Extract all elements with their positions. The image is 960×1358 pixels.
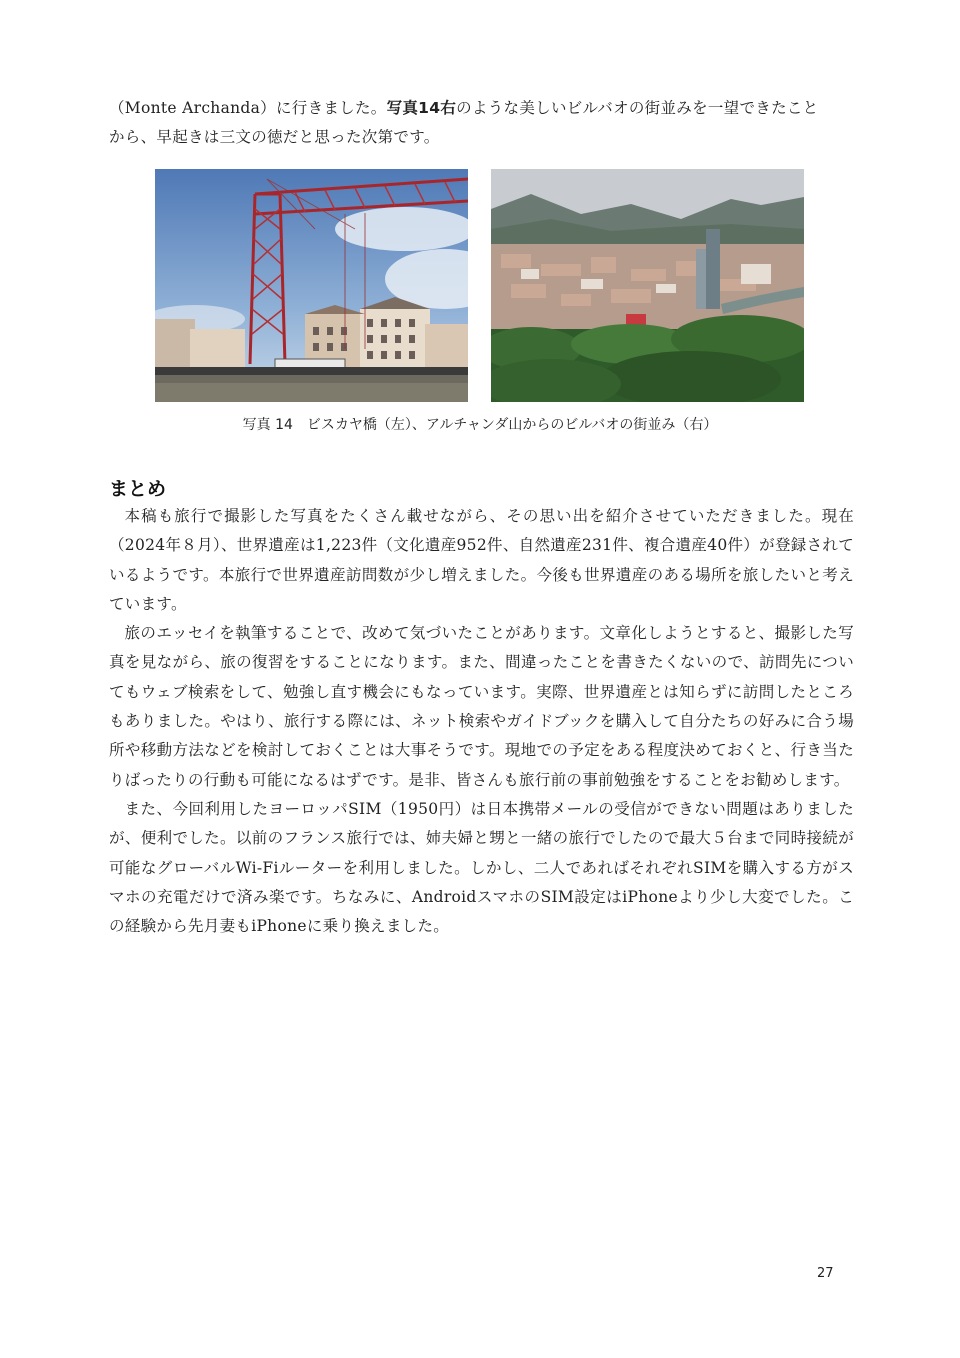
body-paragraph-1: 本稿も旅行で撮影した写真をたくさん載せながら、その思い出を紹介させていただきました。現在（2024年８月）、世界遺産は1,223件（文化遺産952件、自然遺産231件、複合遺産40件）が登録されているようです。本旅行で世界遺産訪問数が少し増えました。今後も世界遺産のある場所を旅したいと考えています。 [109, 507, 854, 613]
figure-caption: 写真 14 ビスカヤ橋（左）、アルチャンダ山からのビルバオの街並み（右） [242, 417, 718, 433]
intro-line-2: から、早起きは三文の徳だと思った次第です。 [109, 128, 440, 147]
photo-figure [155, 169, 805, 403]
cityscape-image [491, 169, 804, 402]
section-heading: まとめ [109, 478, 167, 500]
bridge-image [155, 169, 468, 402]
intro-paragraph [109, 94, 854, 153]
photo-reference: 写真14右 [386, 99, 457, 117]
page-number: 27 [817, 1266, 834, 1281]
photo-bilbao-cityscape [491, 169, 804, 402]
body-paragraph-2: 旅のエッセイを執筆することで、改めて気づいたことがあります。文章化しようとすると、撮影した写真を見ながら、旅の復習をすることになります。また、間違ったことを書きたくないので、訪問先についてもウェブ検索をして、勉強し直す機会にもなっています。実際、世界遺産とは知らずに訪問したところもありました。やはり、旅行する際には、ネット検索やガイドブックを購入して自分たちの好みに合う場所や移動方法などを検討しておくことは大事そうです。現地での予定をある程度決めておくと、行き当たりばったりの行動も可能になるはずです。是非、皆さんも旅行前の事前勉強をすることをお勧めします。 [109, 624, 854, 789]
intro-line-1: （Monte Archanda）に行きました。写真14右のような美しいビルバオの街並みを一望できたこと [109, 99, 819, 117]
body-paragraph-3: また、今回利用したヨーロッパSIM（1950円）は日本携帯メールの受信ができない問題はありましたが、便利でした。以前のフランス旅行では、姉夫婦と甥と一緒の旅行でしたので最大５台まで同時接続が可能なグローバルWi-Fiルーターを利用しました。しかし、二人であればそれぞれSIMを購入する方がスマホの充電だけで済み楽です。ちなみに、AndroidスマホのSIM設定はiPhoneより少し大変でした。この経験から先月妻もiPhoneに乗り換えました。 [109, 799, 854, 936]
photo-vizcaya-bridge [155, 169, 468, 402]
section-body [109, 502, 854, 941]
